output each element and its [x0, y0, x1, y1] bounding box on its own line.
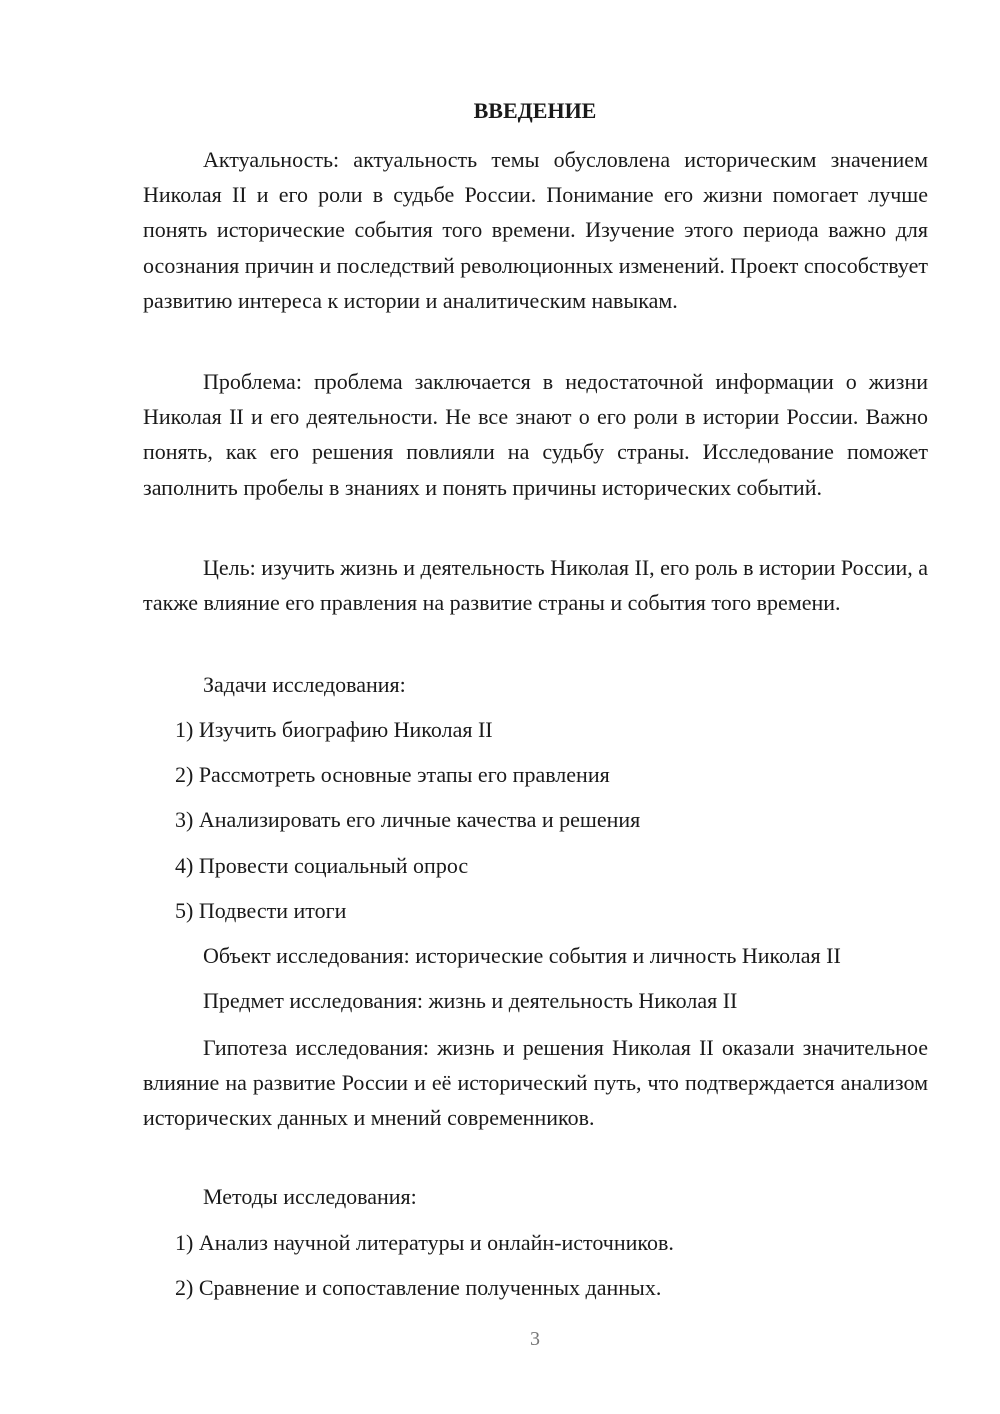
method-item: 1) Анализ научной литературы и онлайн-источников.	[175, 1230, 674, 1255]
task-item: 1) Изучить биографию Николая II	[175, 717, 493, 742]
research-object: Объект исследования: исторические события и личность Николая II	[203, 943, 841, 968]
task-item: 3) Анализировать его личные качества и решения	[175, 807, 641, 832]
research-subject: Предмет исследования: жизнь и деятельность Николая II	[203, 988, 738, 1013]
methods-label: Методы исследования:	[203, 1184, 417, 1209]
paragraph-problem: Проблема: проблема заключается в недостаточной информации о жизни Николая II и его деятельности. Не все знают о его роли в истории России. Важно понять, как его решения повлияли на судьбу страны. Исследование поможет заполнить пробелы в знаниях и понять причины исторических событий.	[143, 369, 928, 500]
task-item: 2) Рассмотреть основные этапы его правления	[175, 762, 610, 787]
tasks-label: Задачи исследования:	[203, 672, 406, 697]
task-item: 4) Провести социальный опрос	[175, 853, 469, 878]
page-number: 3	[530, 1328, 540, 1350]
paragraph-goal: Цель: изучить жизнь и деятельность Николая II, его роль в истории России, а также влияние его правления на развитие страны и события того времени.	[143, 555, 929, 616]
task-item: 5) Подвести итоги	[175, 898, 347, 923]
method-item: 2) Сравнение и сопоставление полученных данных.	[175, 1275, 662, 1300]
paragraph-relevance: Актуальность: актуальность темы обусловлена историческим значением Николая II и его роли в судьбе России. Понимание его жизни помогает лучше понять исторические события того времени. Изучение этого периода важно для осознания причин и последствий революционных изменений. Проект способствует развитию интереса к истории и аналитическим навыкам.	[143, 147, 928, 313]
page-title: ВВЕДЕНИЕ	[473, 98, 597, 123]
paragraph-hypothesis: Гипотеза исследования: жизнь и решения Николая II оказали значительное влияние на развитие России и её исторический путь, что подтверждается анализом исторических данных и мнений современников.	[143, 1035, 928, 1131]
